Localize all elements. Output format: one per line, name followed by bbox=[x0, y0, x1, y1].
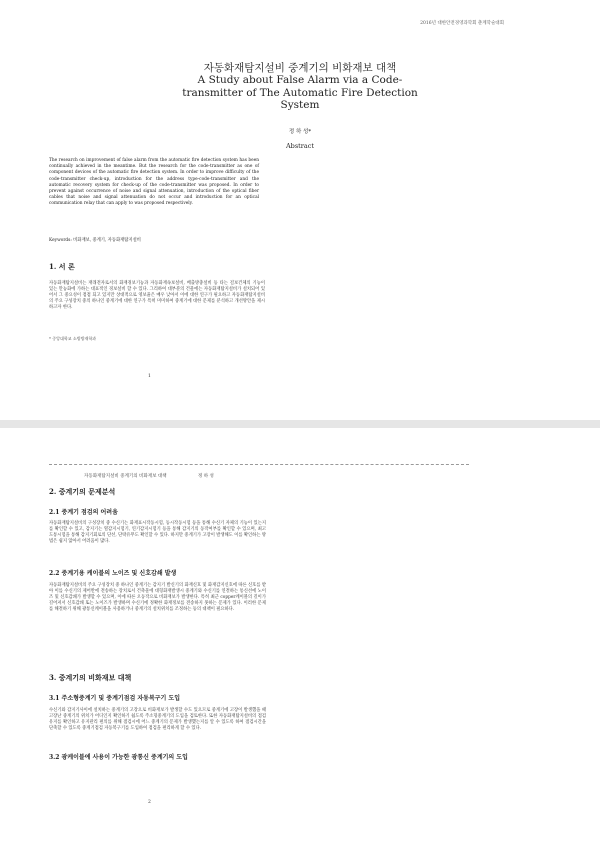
section-2-2-body: 자동화재탐지설비의 주요 구성장치 중 하나인 중계기는 감지기 발신기의 화재신호 및 화재감지신호에 따른 신호를 받아 이를 수신기의 제어반에 전송하는 장치로서 건축물에 대형화재발생시 중계기와 수신기를 연결하는 통신선에 노이즈 및 신호감쇄가 발생할 수 있으며, 이에 따른 오동작으로 비화재보가 발생한다. 특히 최근 copper케이블의 길이가 길어져서 신호감쇄 또는 노이즈가 발생하며 수신기에 정확한 화재정보를 전송하지 못하는 문제가 있다. 이러한 문제를 해결하기 위해 광통신케이블을 사용하거나 중계기의 설치위치를 조정하는 등의 대책이 필요하다. bbox=[49, 583, 266, 613]
section-2-1-body: 자동화재탐지설비의 구성장치 중 수신기는 화재표시작동시험, 동시작동시험 등을 통해 수신기 자체의 기능이 있는지를 확인할 수 있고, 감지기는 열감지시험기, 연기감지시험기 등을 통해 감지기의 동작여부를 확인할 수 있으며, 최고 도통시험을 통해 감지기회로의 단선, 단락유무도 확인할 수 있다. 하지만 중계기가 고장이 발생해도 이를 확인하는 방법은 쉽지 않아서 어려움이 많다. bbox=[49, 521, 266, 545]
abstract-body: The research on improvement of false alarm from the automatic fire detection system has been continually achieved in the meantime. But the research for the code-transmitter as one of component devices of the automatic fire detection system. In order to improve difficulty of the code-transmitter check-up, introduction for the address type-code-transmitter and the automatic recovery system for check-up of the code-transmitter was proposed. In order to prevent against occurrence of noise and signal attenuation, introduction of the optical fiber cables that noise and signal attenuation do not occur and introduction for an optical communication relay that can apply to was proposed respectively. bbox=[49, 158, 259, 207]
author: 정 하 성* bbox=[288, 129, 312, 135]
keywords: Keywords: 비화재보, 중계기, 자동화재탐지설비 bbox=[49, 238, 141, 243]
page-1 bbox=[0, 0, 600, 420]
section-1-body: 자동화재탐지설비는 재래전자로서의 화재경보기능과 자동화재속보설비, 배출방충설비 등 타는 걸보건체의 기능이 있는 만능화에 가하는 대표적인 경보설비 할 수 있다. 그리하여 대부분의 건물에는 자동화재탐지설비가 설치되어 있어서 그 중요성이 점점 되고 있지만 상대적으로 영보율은 매우 낮아서 이에 대한 연구가 필요하고 자동화재탐지설비의 주요 구성장치 중의 하나인 중계기에 대한 연구가 특히 미미하여 중계기에 대한 문제를 분석하고 개선방안을 제시하고자 한다. bbox=[49, 281, 265, 311]
section-3-1-body: 수신기와 감지기사이에 설치하는 중계기의 고장으로 비화재보가 발생할 수도 있으므로 중계기에 고장이 발생했을 때 고장난 중계기의 위치가 어디인지 확인하기 쉽도록 주소형중계기의 도입을 검토한다. 또한 자동화재탐지설비의 점검유지를 확인하고 유지관리 편의를 위해 점검시에 어느 중계기의 문제가 발생했는지를 알 수 있도록 하여 점검시간을 단축할 수 있도록 중계기점검 자동복구기를 도입하여 점검을 편리하게 할 수 있다. bbox=[49, 708, 266, 732]
section-3-1-heading: 3.1 주소형중계기 및 중계기점검 자동복구기 도입 bbox=[49, 695, 181, 702]
abstract-heading: Abstract bbox=[285, 142, 315, 150]
section-2-heading: 2. 중계기의 문제분석 bbox=[49, 487, 116, 496]
running-header-author: 정 하 성 bbox=[198, 474, 214, 479]
page-separator bbox=[0, 420, 600, 428]
page-2 bbox=[0, 428, 600, 848]
header-rule bbox=[49, 464, 469, 465]
title-english: A Study about False Alarm via a Code-transmitter of The Automatic Fire Detection System bbox=[182, 74, 418, 111]
section-2-2-heading: 2.2 중계기용 케이블의 노이즈 및 신호감쇄 발생 bbox=[49, 570, 177, 577]
section-3-2-heading: 3.2 광케이블에 사용이 가능한 광통신 중계기의 도입 bbox=[49, 754, 188, 761]
section-3-heading: 3. 중계기의 비화재보 대책 bbox=[49, 673, 132, 682]
section-2-1-heading: 2.1 중계기 점검의 어려움 bbox=[49, 509, 118, 516]
title-korean: 자동화재탐지설비 중계기의 비화재보 대책 bbox=[203, 62, 397, 74]
conference-header: 2016년 대한안전경영과학회 춘계학술대회 bbox=[420, 21, 504, 26]
running-header-title: 자동화재탐지설비 중계기의 비화재보 대책 bbox=[84, 474, 167, 479]
page-number: 1 bbox=[148, 374, 151, 379]
section-1-heading: 1. 서 론 bbox=[49, 262, 75, 271]
footnote: * 중앙대학교 소방방재학과 bbox=[49, 336, 97, 341]
page-number: 2 bbox=[148, 800, 151, 805]
